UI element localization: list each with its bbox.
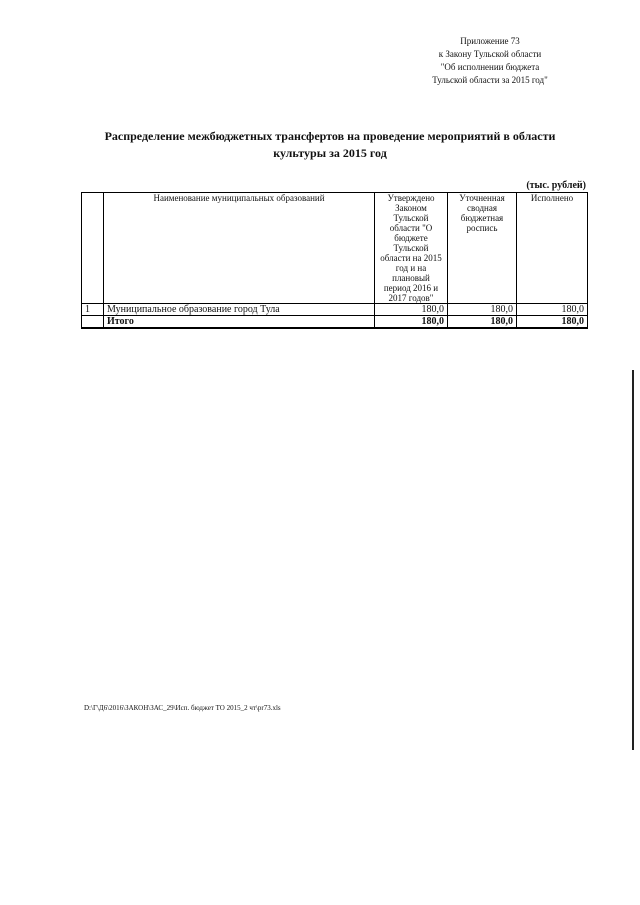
appendix-line-4: Тульской области за 2015 год"	[432, 75, 548, 85]
table-row	[82, 304, 588, 316]
appendix-line-3: "Об исполнении бюджета	[440, 62, 540, 72]
cell-approved: 180,0	[375, 304, 448, 316]
title-line-2: культуры за 2015 год	[273, 146, 387, 160]
cell-revised: 180,0	[448, 304, 517, 316]
total-executed: 180,0	[517, 316, 588, 329]
units-label: (тыс. рублей)	[526, 180, 586, 191]
header-index	[82, 193, 104, 304]
cell-name: Муниципальное образование город Тула	[104, 304, 375, 316]
cell-executed: 180,0	[517, 304, 588, 316]
table-total-row	[82, 316, 588, 329]
total-approved: 180,0	[375, 316, 448, 329]
total-index-cell	[82, 316, 104, 329]
header-executed: Исполнено	[517, 193, 588, 304]
total-revised: 180,0	[448, 316, 517, 329]
total-label: Итого	[104, 316, 375, 329]
document-title	[60, 128, 600, 162]
table-header-row	[82, 193, 588, 304]
cell-index: 1	[82, 304, 104, 316]
header-revised: Уточненная сводная бюджетная роспись	[448, 193, 517, 304]
scan-edge-line	[632, 370, 634, 750]
appendix-line-2: к Закону Тульской области	[438, 49, 542, 59]
file-path-footer: D:\Г\Д6\2016\ЗАКОН\ЗАС_29\Исп. бюджет ТО 2015_2 чт\pr73.xls	[84, 704, 281, 712]
appendix-note	[390, 35, 590, 87]
title-line-1: Распределение межбюджетных трансфертов на проведение мероприятий в области	[104, 129, 556, 143]
appendix-line-1: Приложение 73	[460, 36, 520, 46]
transfers-table	[81, 192, 588, 329]
header-name: Наименование муниципальных образований	[104, 193, 375, 304]
header-approved: Утверждено Законом Тульской области "О бюджете Тульской области на 2015 год и на плановый период 2016 и 2017 годов"	[375, 193, 448, 304]
